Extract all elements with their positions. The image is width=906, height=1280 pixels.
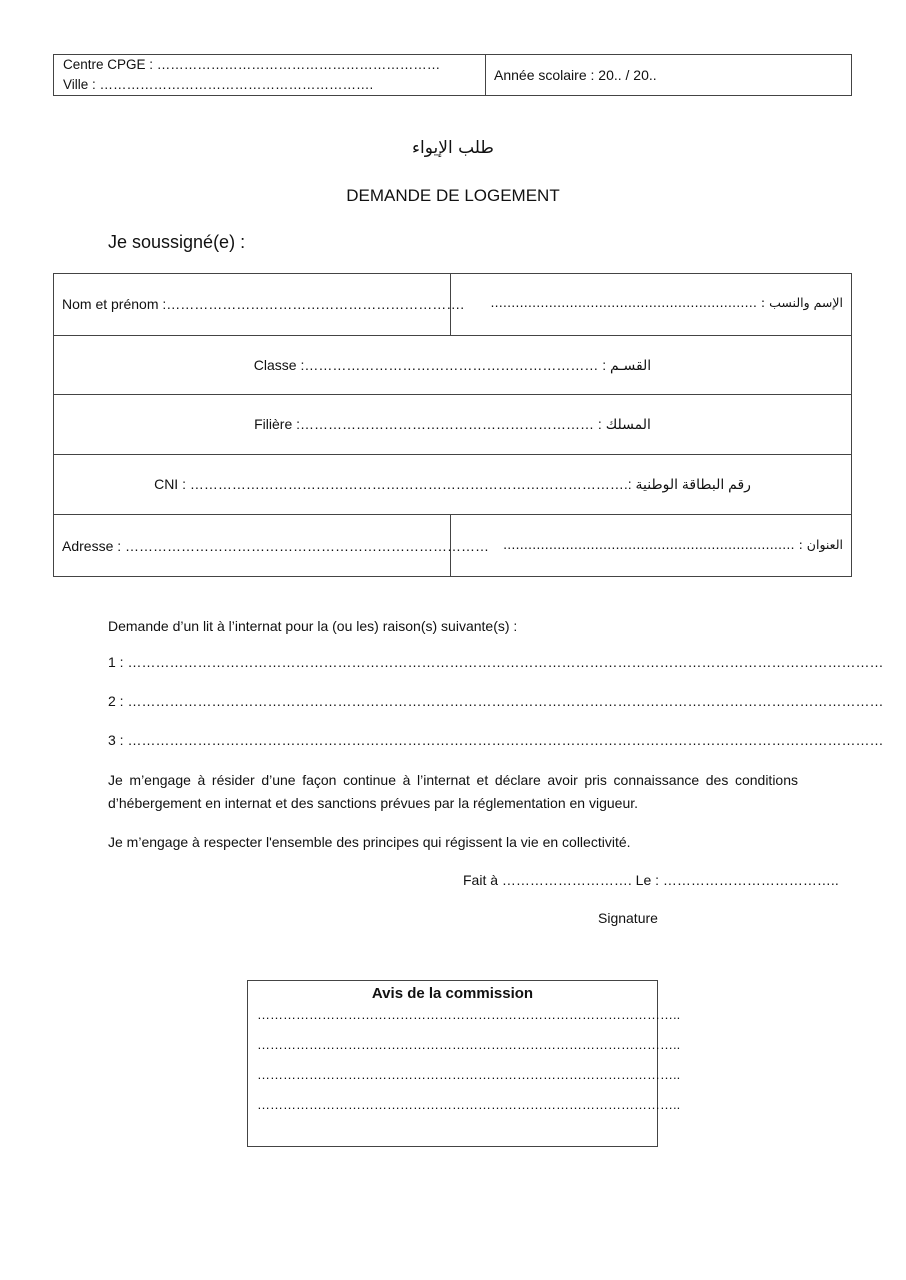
ville-field: Ville : ……………………………………………………. [63, 77, 374, 92]
title-arabic: طلب الإيواء [412, 138, 494, 158]
header-divider [485, 55, 486, 95]
reason-line-3: 3 : ……………………………………………………………………………………………………………………………………………… [108, 732, 884, 748]
row-divider [54, 454, 851, 455]
commitment-paragraph-2: Je m’engage à respecter l'ensemble des principes qui régissent la vie en collectivité. [108, 834, 631, 850]
adresse-arabic-field: العنوان : ……………………………………………………………. [503, 537, 843, 552]
header-box [53, 54, 852, 96]
commission-opinion-box [247, 980, 681, 1147]
commitment-paragraph-1: Je m’engage à résider d’une façon continue à l’internat et déclare avoir pris connaissance des conditions d’hébergement en internat et des sanctions prévues par la réglementation en vigueur. [108, 772, 798, 811]
row-divider [54, 514, 851, 515]
cni-field: CNI : ………………………………………………………………………………….: رقم البطاقة الوطنية [154, 476, 751, 492]
request-intro: Demande d’un lit à l’internat pour la (ou les) raison(s) suivante(s) : [108, 618, 518, 634]
title-french: DEMANDE DE LOGEMENT [346, 186, 560, 205]
commission-line: …………………………………………………………………………………….. [257, 1097, 681, 1112]
commission-opinion-title: Avis de la commission [371, 985, 534, 1002]
classe-field: Classe :……………………………………………………… : القسـم [253, 357, 652, 373]
filiere-field: Filière :……………………………………………………… : المسلك [254, 416, 651, 432]
nom-prenom-arabic-field: الإسم والنسب : ………………………………………………………. [490, 295, 843, 310]
undersigned-label: Je soussigné(e) : [108, 232, 246, 252]
annee-scolaire-field: Année scolaire : 20.. / 20.. [494, 67, 657, 83]
commission-line: …………………………………………………………………………………….. [257, 1037, 681, 1052]
reason-line-2: 2 : ……………………………………………………………………………………………………………………………………………… [108, 693, 884, 709]
reason-line-1: 1 : ……………………………………………………………………………………………………………………………………………… [108, 654, 884, 670]
identity-table [53, 273, 852, 577]
row-divider [54, 394, 851, 395]
adresse-field: Adresse : …………………………………………………………………… [62, 538, 490, 554]
row-divider [54, 335, 851, 336]
commission-line: …………………………………………………………………………………….. [257, 1067, 681, 1082]
place-date-line: Fait à ………………………. Le : ……………………………….. [463, 872, 839, 888]
commission-line: …………………………………………………………………………………….. [257, 1007, 681, 1022]
signature-label: Signature [598, 910, 658, 926]
nom-prenom-field: Nom et prénom :………………………………………………………. [62, 296, 465, 312]
centre-cpge-field: Centre CPGE : ……………………………………………………… [63, 57, 441, 72]
